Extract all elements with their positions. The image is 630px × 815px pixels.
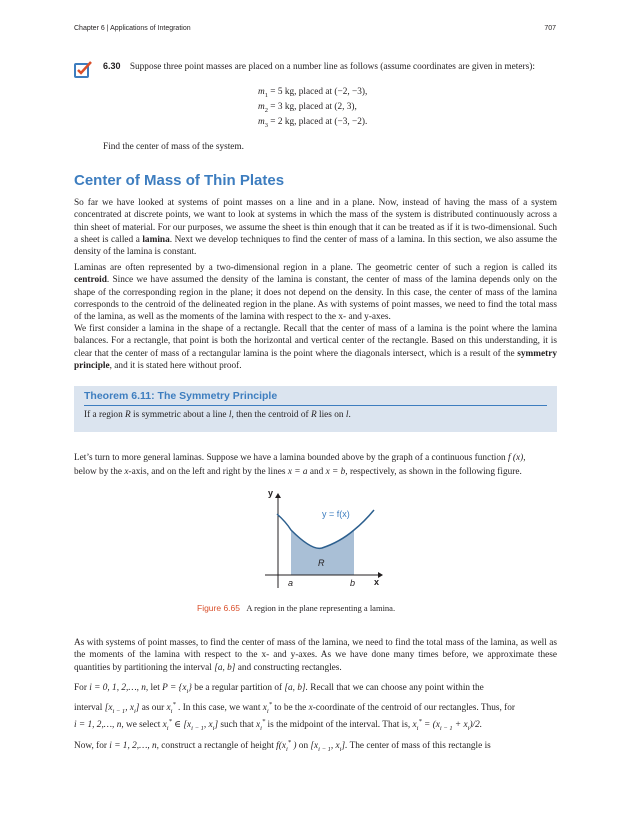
figure-caption <box>197 603 395 613</box>
b-label: b <box>350 578 356 588</box>
lamina-figure <box>250 484 390 594</box>
paragraph-2: Laminas are often represented by a two-dimensional region in a plane. The geometric center of such a region is called its centroid. Since we have assumed the density of the lamina is constant, the center of mass of the lamina depends only on the shape of the corresponding region in the plane; it does not depend on the density. In this case, the center of mass of the lamina corresponds to the centroid of the delineated region in the plane. As with systems of point masses, we need to find the total mass of the lamina, as well as the moments of the lamina with respect to the x- and y-axes. <box>74 263 557 323</box>
paragraph-3: We first consider a lamina in the shape of a rectangle. Recall that the center of mass of a lamina is the point where the lamina balances. For a rectangle, that point is both the horizontal and vertical center of the rectangle. Based on this understanding, it is clear that the center of mass of a rectangular lamina is the point where the diagonals intersect, which is a result of the symmetry principle, and it is stated here without proof. <box>74 324 557 371</box>
theorem-title: Theorem 6.11: The Symmetry Principle <box>84 390 278 402</box>
general-line-1: Let’s turn to more general laminas. Suppose we have a lamina bounded above by the graph of a continuous function f (x), <box>74 453 526 463</box>
exercise-question: Suppose three point masses are placed on a number line as follows (assume coordinates are given in meters): <box>129 62 535 72</box>
partition-line-3: i = 1, 2,…, n, we select $x_i^*$ ∈ [$x_{i - 1}$, $x_i$] such that $x_i^*$ is the midpoint of the interval. That is, $x_i^* = (x_{i - 1} + x_i)/2$. <box>74 718 483 732</box>
partition-line-4: Now, for i = 1, 2,…, n, construct a rectangle of height $f(x_i^*$ ) on [$x_{i - 1}$, $x_i$]. The center of mass of this rectangle is <box>74 739 491 753</box>
general-line-2: below by the x-axis, and on the left and right by the lines x = a and x = b, respectively, as shown in the following figure. <box>74 467 522 477</box>
x-label: x <box>374 577 380 587</box>
mass-line-3: $m_3 = 2$ kg, placed at (−3, −2). <box>258 117 368 129</box>
y-axis-arrow <box>275 493 281 498</box>
theorem-box <box>74 386 557 432</box>
section-title: Center of Mass of Thin Plates <box>74 172 285 189</box>
chapter-title: Chapter 6 | Applications of Integration <box>74 25 191 32</box>
caption-text: A region in the plane representing a lamina. <box>246 603 396 613</box>
a-label: a <box>288 578 294 588</box>
paragraph-1: So far we have looked at systems of point masses on a line and in a plane. Now, instead of having the mass of a system concentrated at discrete points, we want to look at systems in which the mass of the system is distributed continuously across a thin sheet of material. For our purposes, we assume the sheet is thin enough that it can be treated as if it is two-dimensional. Such a sheet is called a lamina. Next we develop techniques to find the center of mass of a lamina. In this section, we also assume the density of the lamina is constant. <box>74 198 557 258</box>
region-label: R <box>318 558 325 568</box>
running-header <box>74 25 556 32</box>
exercise-prompt: Find the center of mass of the system. <box>103 142 244 152</box>
caption-number: Figure 6.65 <box>197 603 240 613</box>
exercise-number: 6.30 <box>103 61 121 71</box>
mass-line-2: $m_2 = 3$ kg, placed at (2, 3), <box>258 102 357 114</box>
page-number: 707 <box>544 25 556 32</box>
theorem-text: If a region R is symmetric about a line l, then the centroid of R lies on l. <box>84 410 351 420</box>
y-label: y <box>268 488 274 498</box>
exercise-text <box>103 60 553 74</box>
checkpoint-icon <box>73 60 93 80</box>
partition-line-1: For i = 0, 1, 2,…, n, let $P = \{x_i\}$ be a regular partition of [a, b]. Recall that we can choose any point within the <box>74 683 484 695</box>
mass-line-1: $m_1 = 5$ kg, placed at (−2, −3), <box>258 87 368 99</box>
partition-line-2: interval [$x_{i - 1}$, $x_i$] as our $x_i^*$ . In this case, we want $x_i^*$ to be the x-coordinate of the centroid of our rectangles. Thus, for <box>74 701 515 715</box>
curve-label: y = f(x) <box>322 509 350 519</box>
theorem-rule <box>84 405 547 406</box>
paragraph-continuation: As with systems of point masses, to find the center of mass of the lamina, we need to find the total mass of the lamina, as well as the moments of the lamina with respect to the x- and y-axes. As we have done many times before, we approximate these quantities by partitioning the interval [a, b] and constructing rectangles. <box>74 638 557 673</box>
